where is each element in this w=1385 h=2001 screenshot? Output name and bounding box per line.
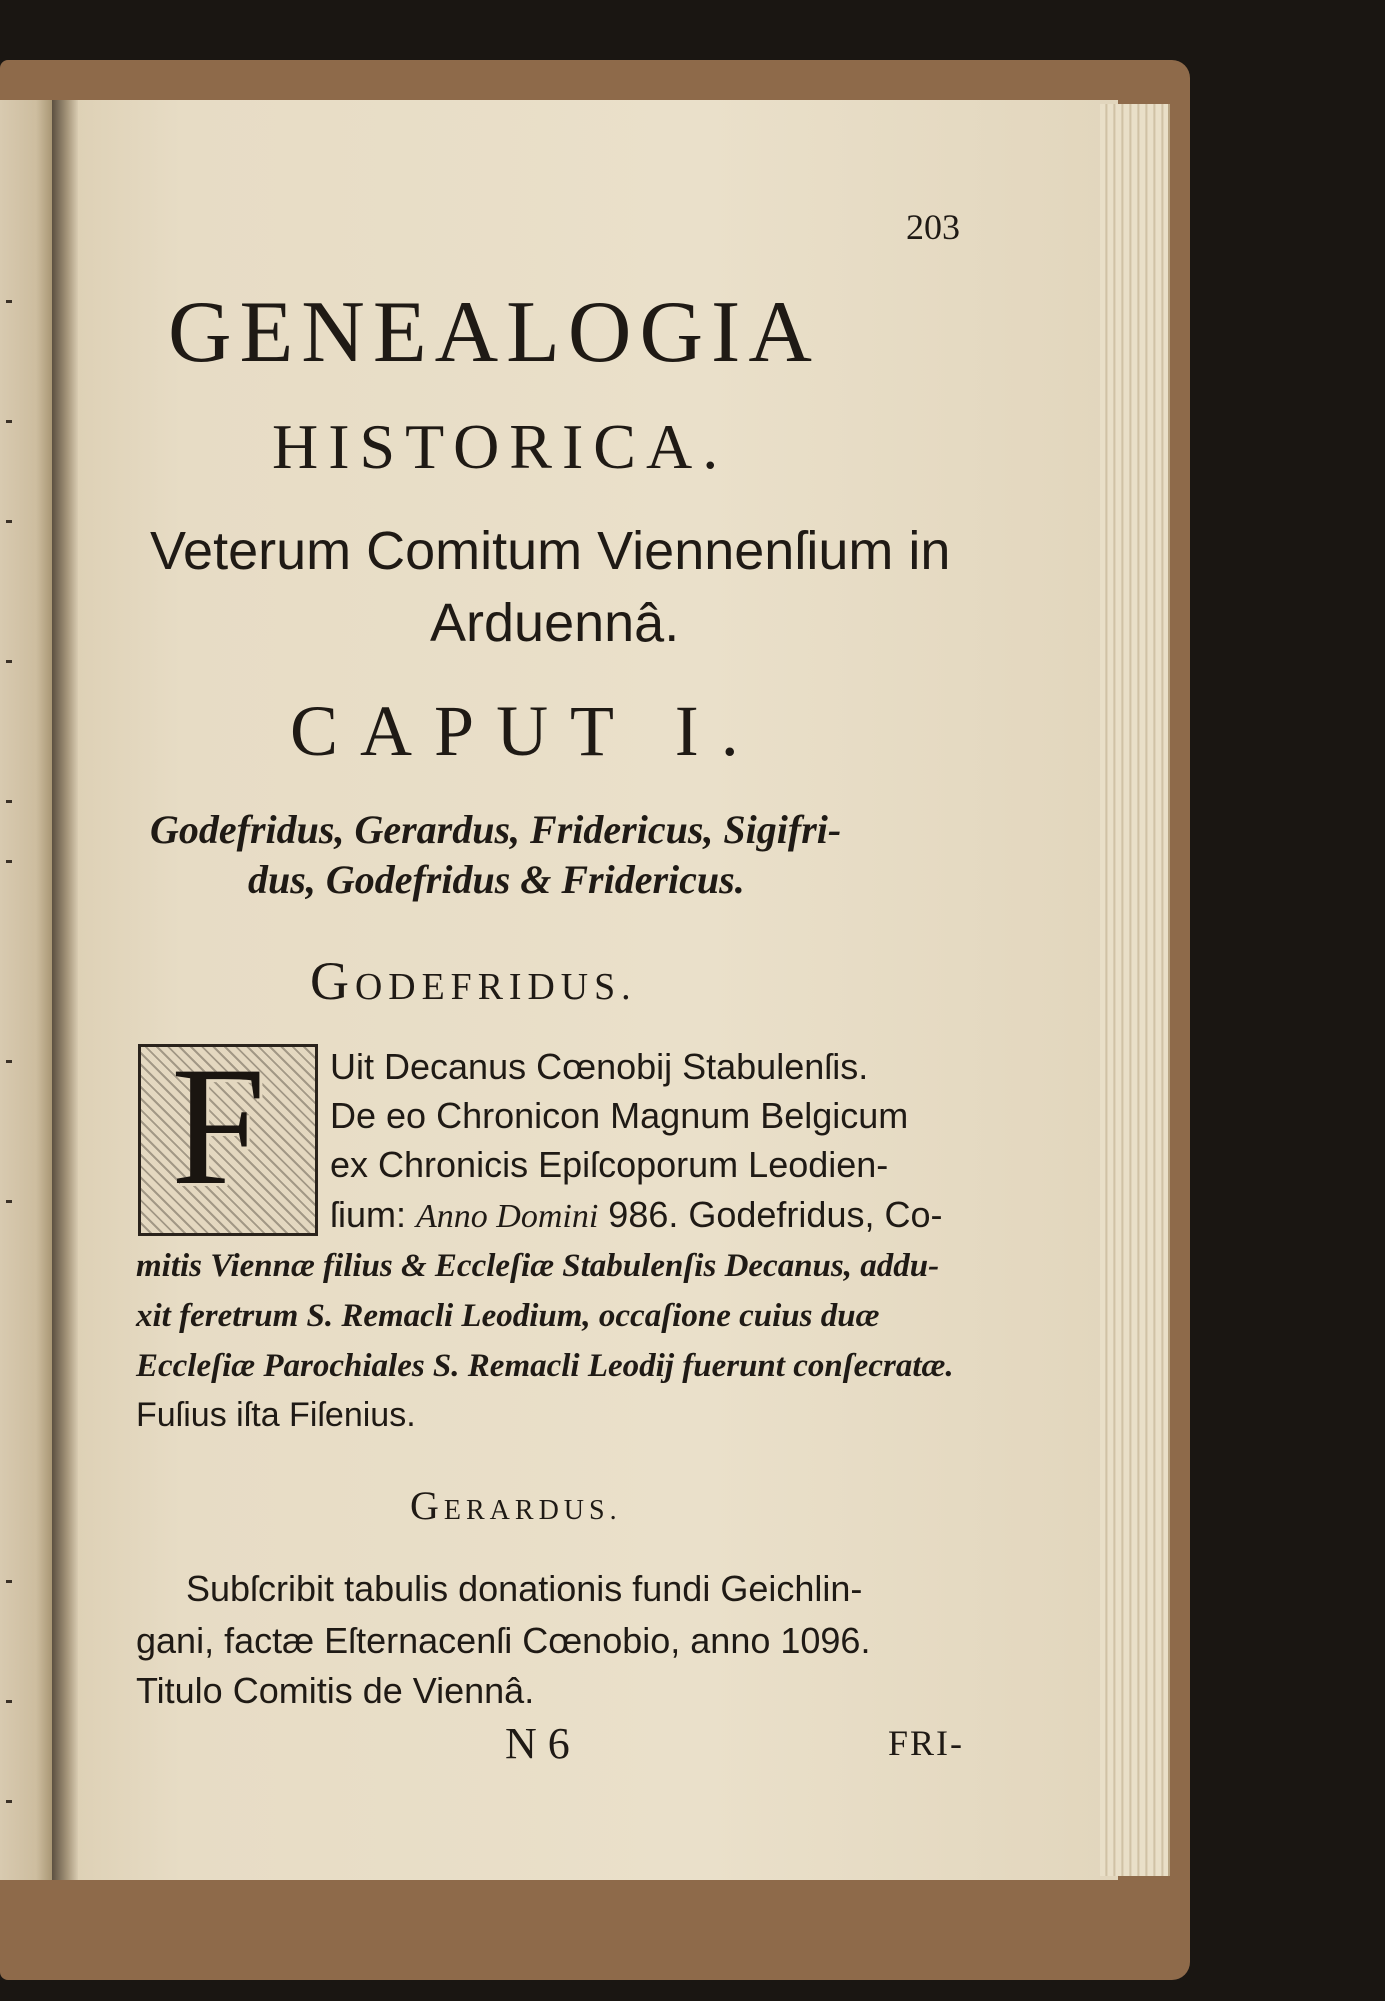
paragraph-1-line-4-plain: ſium: [330,1194,417,1235]
signature-mark: N 6 [505,1719,570,1768]
names-line-2: dus, Godefridus & Fridericus. [248,857,745,902]
paragraph-1-line-2: De eo Chronicon Magnum Belgicum [330,1095,909,1136]
paragraph-2-line-1: Subſcribit tabulis donationis fundi Geichlin- [186,1568,863,1609]
heading-1-cap: G [310,951,355,1011]
page-edges [1100,104,1170,1876]
left-page-edge [0,100,52,1880]
heading-2-rest: ERARDUS. [443,1495,622,1526]
subtitle-line-2: Arduennâ. [430,593,680,653]
catchword: FRI- [888,1723,965,1763]
paragraph-1-italic-line-3: Eccleſiæ Parochiales S. Remacli Leodij fuerunt conſecratæ. [136,1348,954,1384]
paragraph-2-line-3: Titulo Comitis de Viennâ. [136,1670,535,1711]
initial-letter: F [171,1032,266,1220]
heading-2-cap: G [410,1483,444,1528]
book-gutter [52,100,78,1880]
paragraph-1-line-4-rest: 986. Godefridus, Co- [598,1194,943,1235]
title-line-1: GENEALOGIA [168,284,820,381]
paragraph-1-line-4-italic: Anno Domini [416,1198,599,1235]
section-heading-godefridus [310,950,637,1012]
paragraph-2-line-2: gani, factæ Eſternacenſi Cœnobio, anno 1096. [136,1620,871,1661]
title-line-2: HISTORICA. [272,411,729,482]
decorated-initial [138,1032,318,1236]
chapter-heading: CAPUT I. [290,691,761,771]
paragraph-1-line-4 [330,1194,942,1236]
heading-1-rest: ODEFRIDUS. [355,966,637,1008]
paragraph-1-italic-line-1: mitis Viennæ filius & Eccleſiæ Stabulenſis Decanus, addu- [136,1248,940,1284]
page-number: 203 [906,207,960,247]
paragraph-1-line-1: Uit Decanus Cœnobij Stabulenſis. [330,1046,869,1087]
paragraph-1-line-3: ex Chronicis Epiſcoporum Leodien- [330,1144,889,1185]
section-heading-gerardus [410,1482,622,1529]
paragraph-1-italic-line-2: xit feretrum S. Remacli Leodium, occaſione cuius duæ [136,1298,880,1334]
subtitle-line-1: Veterum Comitum Viennenſium in [150,521,951,581]
paragraph-1-end: Fuſius iſta Fiſenius. [136,1396,416,1434]
names-line-1: Godefridus, Gerardus, Fridericus, Sigifri- [150,807,842,852]
